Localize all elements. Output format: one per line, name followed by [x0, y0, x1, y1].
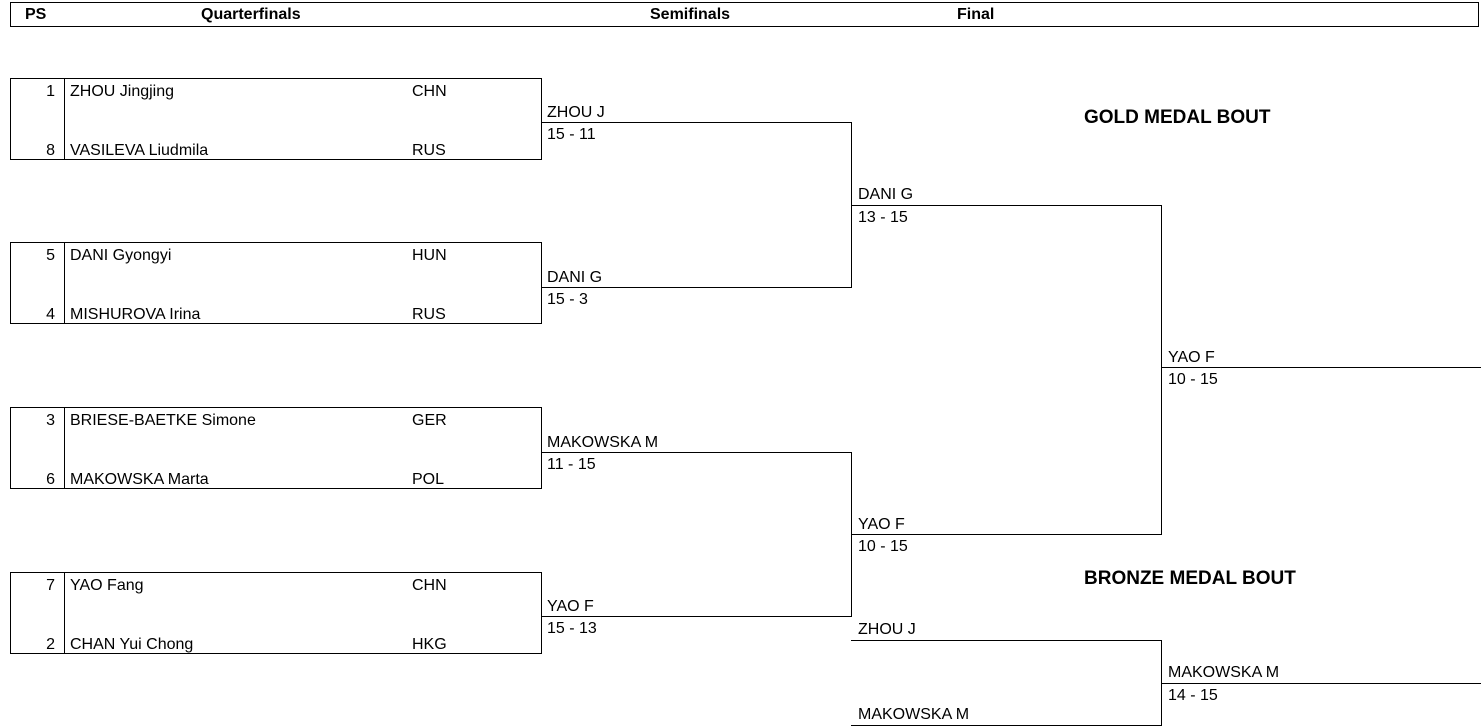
- fencer-country: POL: [412, 471, 445, 488]
- fencer-country: RUS: [412, 142, 446, 159]
- seed-separator: [64, 79, 65, 159]
- quarterfinal-box-3: [10, 407, 542, 489]
- fencer-name: YAO Fang: [70, 577, 144, 594]
- fencer-country: GER: [412, 412, 447, 429]
- bracket-line: [851, 640, 1162, 641]
- header-quarterfinals: Quarterfinals: [201, 6, 301, 23]
- header-ps: PS: [25, 6, 47, 23]
- qf-score-label: 15 - 3: [547, 291, 588, 308]
- header-bar: [10, 2, 1479, 27]
- seed-separator: [64, 573, 65, 653]
- final-score-label: 10 - 15: [1168, 371, 1218, 388]
- bronze-fencer-a-label: ZHOU J: [858, 621, 916, 638]
- bracket-line: [542, 616, 852, 617]
- bracket-line: [542, 287, 852, 288]
- fencer-name: MAKOWSKA Marta: [70, 471, 209, 488]
- quarterfinal-box-1: [10, 78, 542, 160]
- bracket-line: [1161, 367, 1481, 368]
- fencer-name: ZHOU Jingjing: [70, 83, 175, 100]
- seed-number: 5: [46, 247, 55, 264]
- sf-score-label: 10 - 15: [858, 538, 908, 555]
- fencer-name: BRIESE-BAETKE Simone: [70, 412, 256, 429]
- bronze-fencer-b-label: MAKOWSKA M: [858, 706, 970, 723]
- quarterfinal-box-2: [10, 242, 542, 324]
- seed-number: 7: [46, 577, 55, 594]
- qf-winner-label: YAO F: [547, 598, 594, 615]
- sf-score-label: 13 - 15: [858, 209, 908, 226]
- bracket-connector: [1161, 205, 1162, 535]
- final-winner-label: YAO F: [1168, 349, 1215, 366]
- fencer-country: CHN: [412, 83, 447, 100]
- bracket-line: [851, 725, 1162, 726]
- qf-score-label: 15 - 11: [547, 126, 596, 143]
- fencer-country: HKG: [412, 636, 447, 653]
- sf-winner-label: YAO F: [858, 516, 905, 533]
- qf-winner-label: ZHOU J: [547, 104, 605, 121]
- seed-separator: [64, 408, 65, 488]
- qf-score-label: 11 - 15: [547, 456, 596, 473]
- fencer-country: RUS: [412, 306, 446, 323]
- bracket-line: [542, 122, 852, 123]
- bracket-line: [1161, 683, 1481, 684]
- seed-number: 3: [46, 412, 55, 429]
- seed-separator: [64, 243, 65, 323]
- seed-number: 2: [46, 636, 55, 653]
- header-final: Final: [957, 6, 995, 23]
- fencer-name: CHAN Yui Chong: [70, 636, 194, 653]
- bronze-medal-title: BRONZE MEDAL BOUT: [1084, 568, 1296, 589]
- seed-number: 1: [46, 83, 55, 100]
- fencer-country: HUN: [412, 247, 447, 264]
- quarterfinal-box-4: [10, 572, 542, 654]
- bracket-line: [851, 205, 1162, 206]
- bronze-score-label: 14 - 15: [1168, 687, 1218, 704]
- seed-number: 4: [46, 306, 55, 323]
- seed-number: 6: [46, 471, 55, 488]
- gold-medal-title: GOLD MEDAL BOUT: [1084, 107, 1271, 128]
- bracket-line: [542, 452, 852, 453]
- fencer-name: MISHUROVA Irina: [70, 306, 201, 323]
- qf-winner-label: DANI G: [547, 269, 603, 286]
- bronze-winner-label: MAKOWSKA M: [1168, 664, 1280, 681]
- fencer-name: VASILEVA Liudmila: [70, 142, 209, 159]
- fencer-name: DANI Gyongyi: [70, 247, 172, 264]
- header-semifinals: Semifinals: [650, 6, 731, 23]
- bracket-line: [851, 534, 1162, 535]
- fencer-country: CHN: [412, 577, 447, 594]
- seed-number: 8: [46, 142, 55, 159]
- qf-winner-label: MAKOWSKA M: [547, 434, 659, 451]
- sf-winner-label: DANI G: [858, 186, 914, 203]
- qf-score-label: 15 - 13: [547, 620, 597, 637]
